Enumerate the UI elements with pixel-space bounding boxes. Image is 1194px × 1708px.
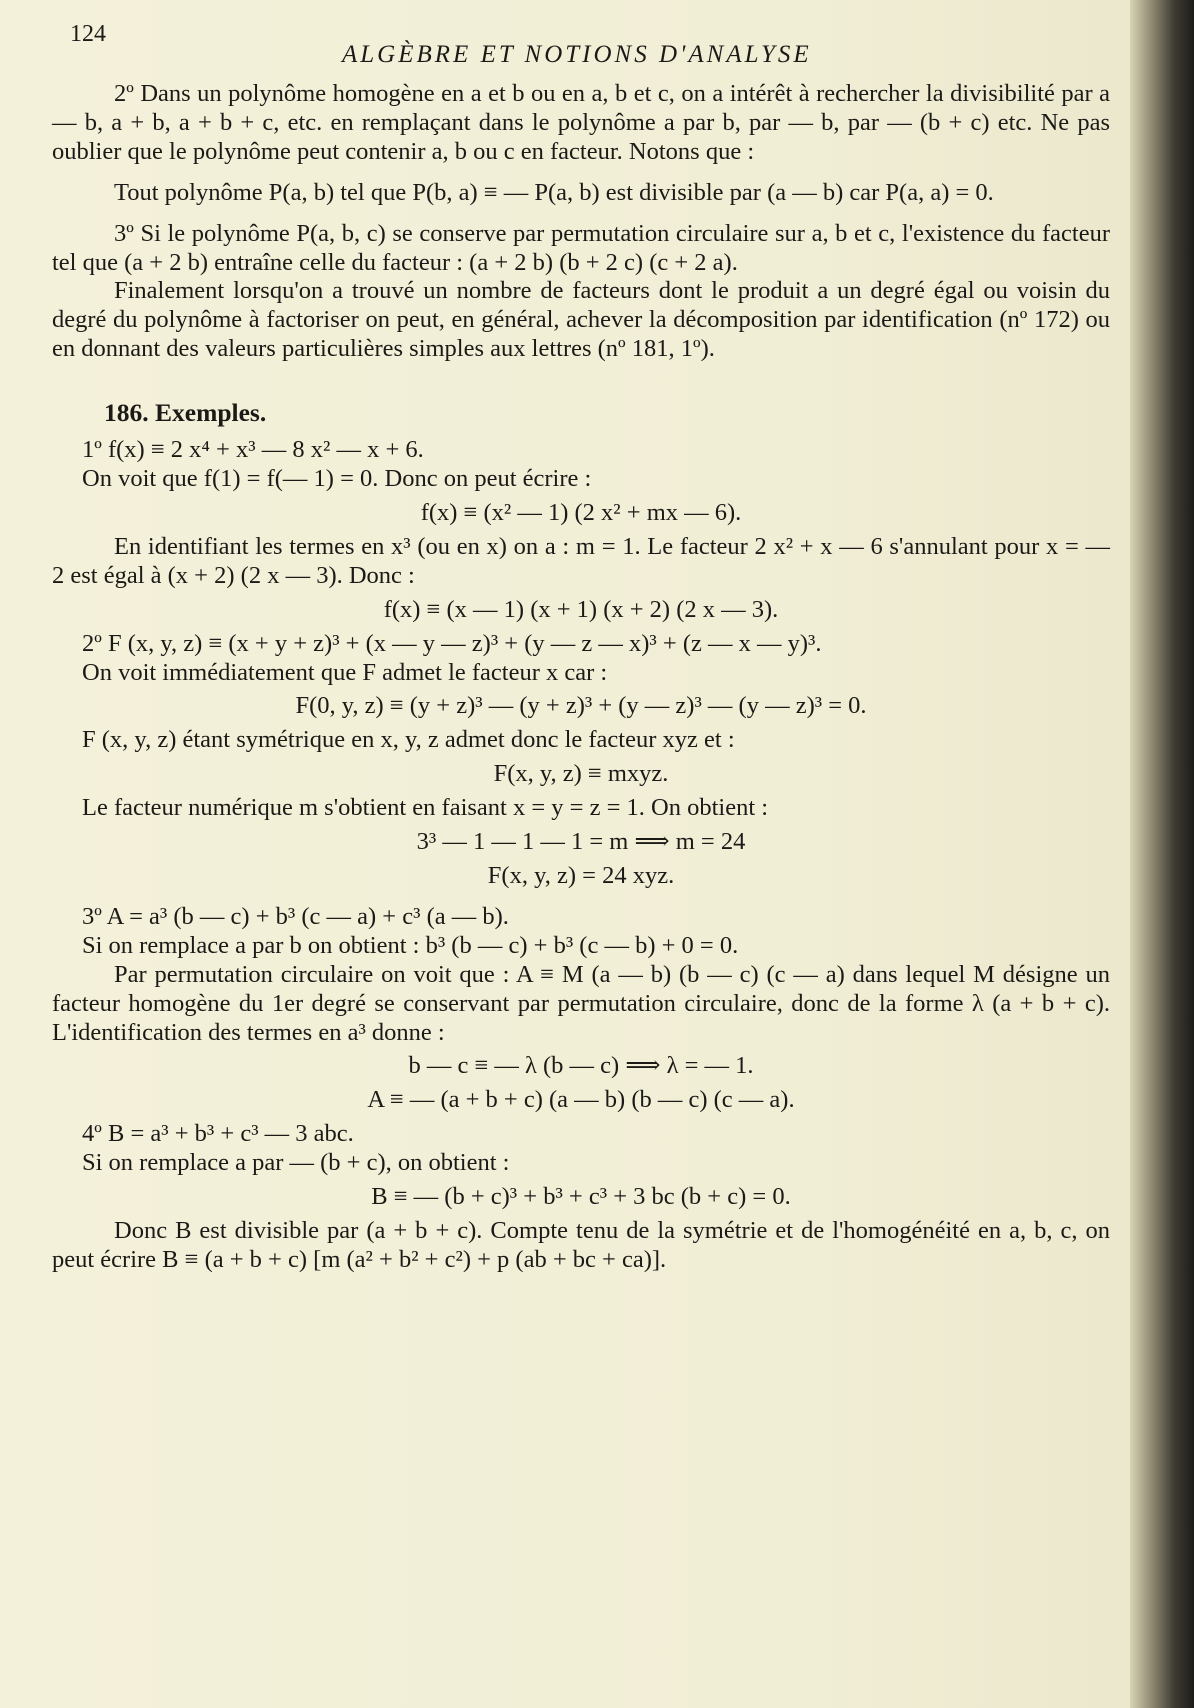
- book-spine-shadow: [1130, 0, 1194, 1708]
- example-4-definition: 4º B = a³ + b³ + c³ — 3 abc.: [82, 1120, 354, 1148]
- example-3-definition: 3º A = a³ (b — c) + b³ (c — a) + c³ (a — b).: [82, 902, 509, 930]
- example-1-equation: f(x) ≡ (x² — 1) (2 x² + mx — 6).: [420, 499, 742, 527]
- running-title: ALGÈBRE ET NOTIONS D'ANALYSE: [342, 41, 812, 68]
- example-1-line: On voit que f(1) = f(— 1) = 0. Donc on peut écrire :: [82, 465, 592, 493]
- section-title: 186. Exemples.: [104, 398, 267, 428]
- page-content: [52, 14, 1110, 1275]
- theorem-antisymmetric: Tout polynôme P(a, b) tel que P(b, a) ≡ — P(a, b) est divisible par (a — b) car P(a, a) = 0.: [114, 178, 994, 206]
- paragraph-point-3: 3º Si le polynôme P(a, b, c) se conserve par permutation circulaire sur a, b et c, l'existence du facteur tel que (a + 2 b) entraîne celle du facteur : (a + 2 b) (b + 2 c) (c + 2 a).: [52, 219, 1110, 276]
- example-2-line: On voit immédiatement que F admet le facteur x car :: [82, 658, 608, 686]
- example-2-definition: 2º F (x, y, z) ≡ (x + y + z)³ + (x — y — z)³ + (y — z — x)³ + (z — x — y)³.: [82, 629, 822, 657]
- example-3-line: Par permutation circulaire on voit que : A ≡ M (a — b) (b — c) (c — a) dans lequel M désigne un facteur homogène du 1er degré se conservant par permutation circulaire, donc de la forme λ (a + b + c). L'identification des termes en a³ donne :: [52, 960, 1110, 1046]
- example-1-equation: f(x) ≡ (x — 1) (x + 1) (x + 2) (2 x — 3).: [383, 595, 779, 623]
- example-1-line: En identifiant les termes en x³ (ou en x) on a : m = 1. Le facteur 2 x² + x — 6 s'annulant pour x = — 2 est égal à (x + 2) (2 x — 3). Donc :: [52, 532, 1110, 589]
- example-2-equation: F(0, y, z) ≡ (y + z)³ — (y + z)³ + (y — z)³ — (y — z)³ = 0.: [295, 692, 867, 720]
- paragraph-point-2: 2º Dans un polynôme homogène en a et b ou en a, b et c, on a intérêt à rechercher la divisibilité par a — b, a + b, a + b + c, etc. en remplaçant dans le polynôme a par b, par — b, par — (b + c) etc. Ne pas oublier que le polynôme peut contenir a, b ou c en facteur. Notons que :: [52, 80, 1110, 165]
- example-1-definition: 1º f(x) ≡ 2 x⁴ + x³ — 8 x² — x + 6.: [82, 436, 424, 464]
- example-2-equation: 3³ — 1 — 1 — 1 = m ⟹ m = 24: [416, 828, 746, 856]
- example-2-equation: F(x, y, z) = 24 xyz.: [487, 862, 675, 890]
- example-3-equation: b — c ≡ — λ (b — c) ⟹ λ = — 1.: [408, 1052, 754, 1080]
- example-3-equation: A ≡ — (a + b + c) (a — b) (b — c) (c — a).: [367, 1086, 795, 1114]
- example-2-line: Le facteur numérique m s'obtient en faisant x = y = z = 1. On obtient :: [82, 794, 769, 822]
- example-4-line: Si on remplace a par — (b + c), on obtient :: [82, 1149, 510, 1177]
- example-4-line: Donc B est divisible par (a + b + c). Compte tenu de la symétrie et de l'homogénéité en a, b, c, on peut écrire B ≡ (a + b + c) [m (a² + b² + c²) + p (ab + bc + ca)].: [52, 1216, 1110, 1273]
- example-3-line: Si on remplace a par b on obtient : b³ (b — c) + b³ (c — b) + 0 = 0.: [82, 931, 739, 959]
- example-2-equation: F(x, y, z) ≡ mxyz.: [493, 760, 669, 788]
- page-header: [52, 14, 1110, 80]
- page-number: 124: [70, 21, 106, 47]
- example-4-equation: B ≡ — (b + c)³ + b³ + c³ + 3 bc (b + c) = 0.: [371, 1183, 791, 1211]
- example-2-line: F (x, y, z) étant symétrique en x, y, z admet donc le facteur xyz et :: [82, 726, 735, 754]
- paragraph-final: Finalement lorsqu'on a trouvé un nombre de facteurs dont le produit a un degré égal ou voisin du degré du polynôme à factoriser on peut, en général, achever la décomposition par identification (nº 172) ou en donnant des valeurs particulières simples aux lettres (nº 181, 1º).: [52, 277, 1110, 363]
